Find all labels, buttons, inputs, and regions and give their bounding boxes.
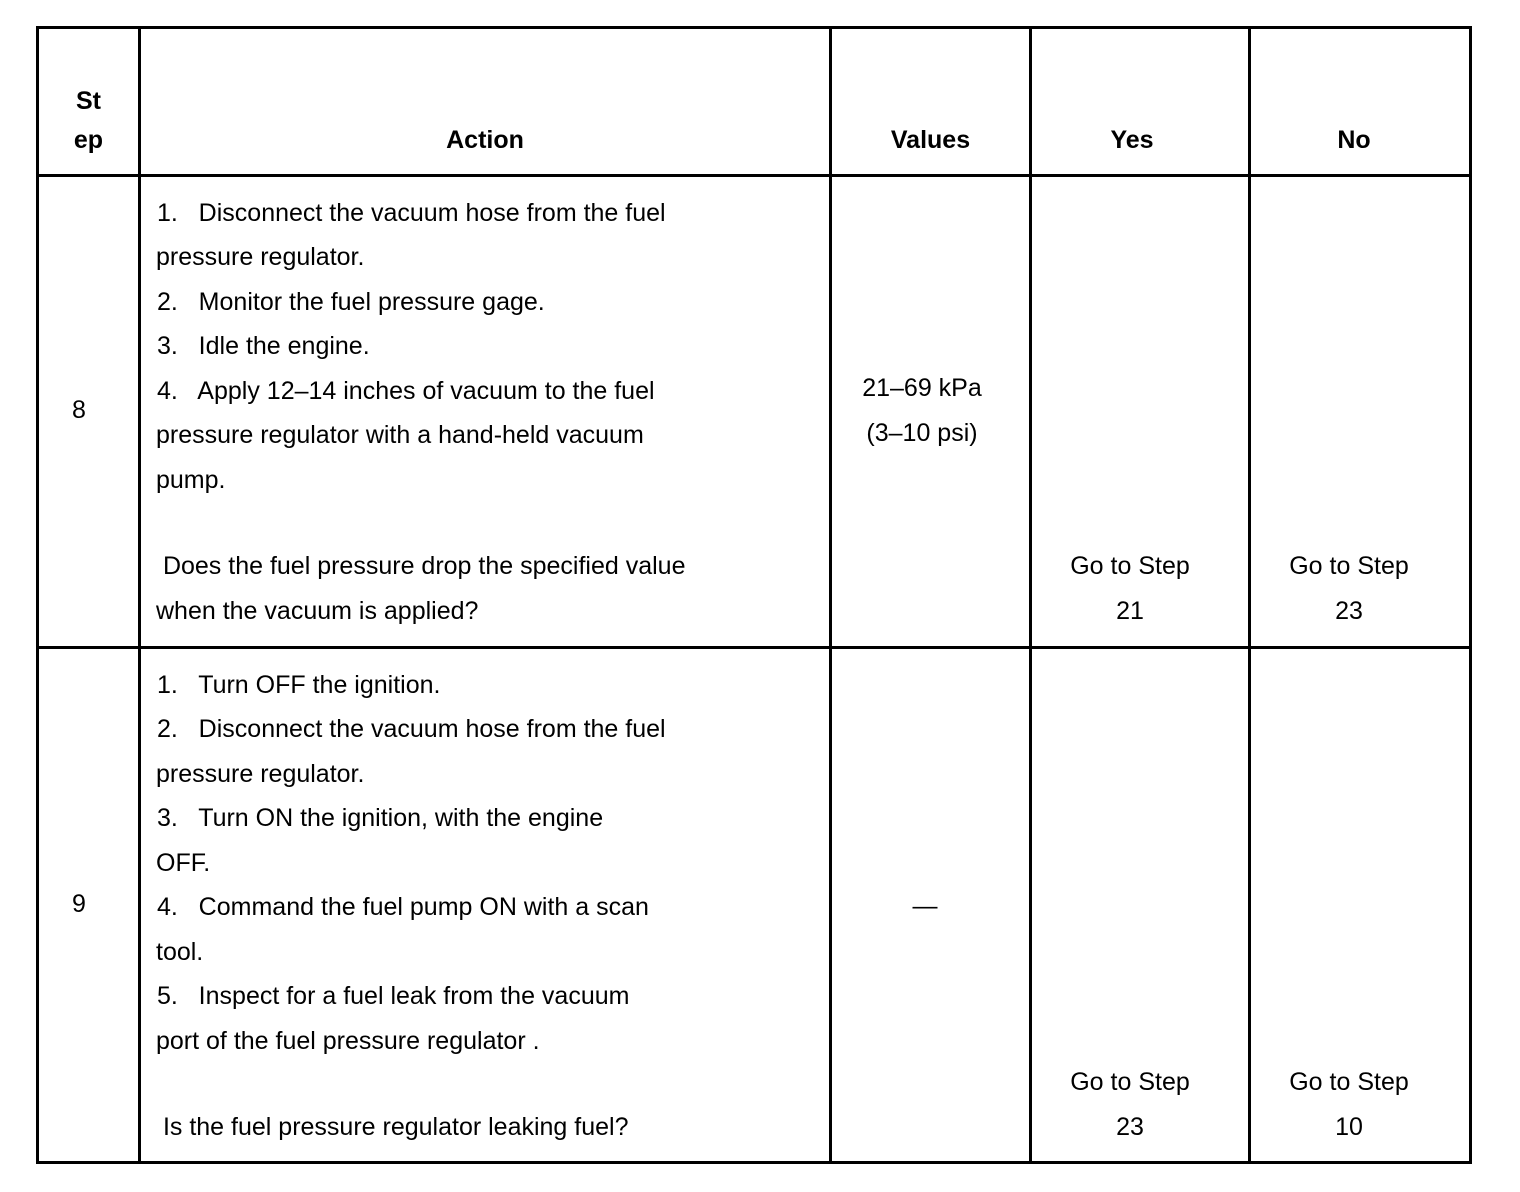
action-line: 3. Turn ON the ignition, with the engine [157,804,604,832]
action-line: pressure regulator with a hand-held vacuum [156,421,644,449]
yes-goto-step: 21 [1116,597,1144,625]
action-line: port of the fuel pressure regulator . [156,1027,540,1055]
action-line: 4. Apply 12–14 inches of vacuum to the fuel [157,377,655,405]
question-line: Does the fuel pressure drop the specified value [156,552,686,580]
value-line: — [912,892,938,920]
question-line: when the vacuum is applied? [156,597,479,625]
row-divider [36,646,1472,649]
table-left-border [36,26,39,1164]
action-line: 1. Turn OFF the ignition. [157,671,441,699]
header-step-line2: ep [73,126,104,154]
action-line: 2. Monitor the fuel pressure gage. [157,288,545,316]
question-line: Is the fuel pressure regulator leaking fuel? [156,1113,629,1141]
yes-goto-label: Go to Step [1070,1068,1190,1096]
no-goto-step: 23 [1335,597,1363,625]
table-top-border [36,26,1472,29]
table-bottom-border [36,1161,1472,1164]
header-no: No [1337,126,1371,154]
action-line: 5. Inspect for a fuel leak from the vacuum [157,982,630,1010]
action-line: tool. [156,938,204,966]
action-line: pressure regulator. [156,760,365,788]
column-divider-step [138,26,141,1164]
action-line: 4. Command the fuel pump ON with a scan [157,893,649,921]
header-values: Values [890,126,971,154]
no-goto-label: Go to Step [1289,552,1409,580]
header-yes: Yes [1110,126,1154,154]
header-step-line1: St [76,87,101,115]
yes-goto-label: Go to Step [1070,552,1190,580]
yes-goto-step: 23 [1116,1113,1144,1141]
header-bottom-border [36,174,1472,177]
header-action: Action [446,126,524,154]
column-divider-action [829,26,832,1164]
action-line: pump. [156,466,226,494]
action-line: OFF. [156,849,211,877]
step-number: 9 [72,890,86,918]
action-line: 2. Disconnect the vacuum hose from the fuel [157,715,666,743]
action-line: 3. Idle the engine. [157,332,370,360]
value-line: (3–10 psi) [866,419,978,447]
action-line: pressure regulator. [156,243,365,271]
value-line: 21–69 kPa [862,374,982,402]
no-goto-label: Go to Step [1289,1068,1409,1096]
table-right-border [1469,26,1472,1164]
step-number: 8 [72,396,86,424]
action-line: 1. Disconnect the vacuum hose from the fuel [157,199,666,227]
no-goto-step: 10 [1335,1113,1363,1141]
